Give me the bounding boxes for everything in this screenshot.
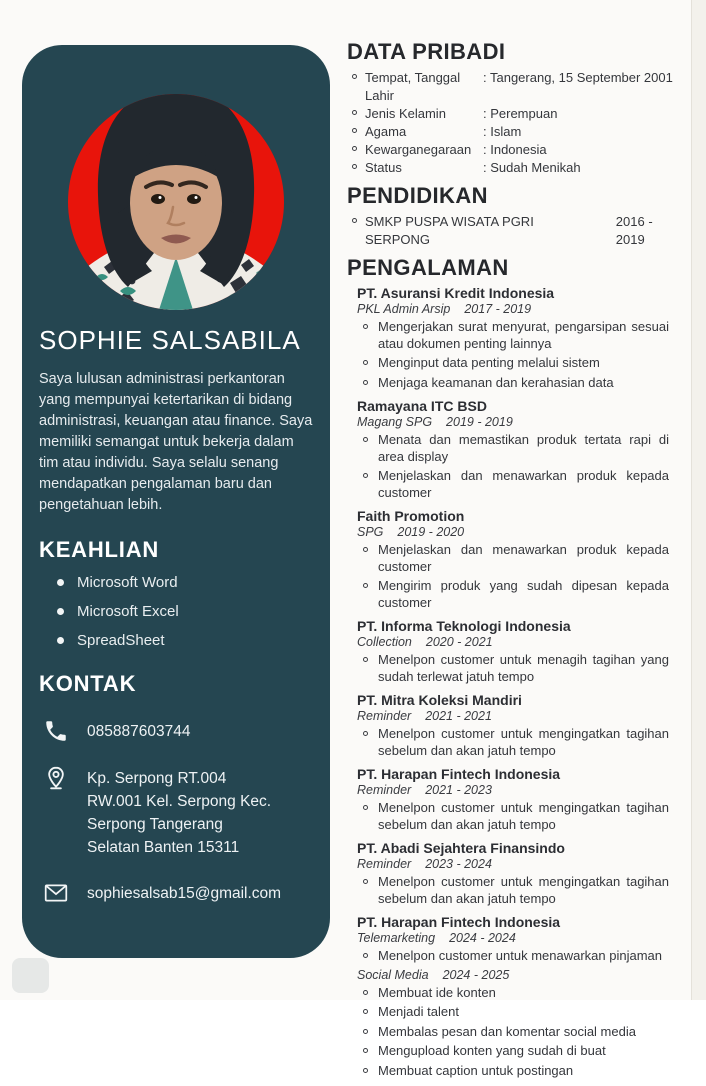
personal-row (351, 123, 685, 141)
job-entry (357, 618, 685, 685)
job-company: Ramayana ITC BSD (357, 398, 487, 414)
bullet-circle-icon (363, 380, 368, 385)
job-entry (357, 398, 685, 501)
job-years: 2020 - 2021 (425, 635, 493, 649)
job-role-line (357, 415, 685, 430)
job-company: PT. Abadi Sejahtera Finansindo (357, 840, 565, 856)
job-role-line (357, 525, 685, 540)
bullet-circle-icon (363, 1048, 368, 1053)
job-bullet-list (357, 948, 685, 965)
job-bullet-text: Menelpon customer untuk menagih tagihan yang sudah terlewat jatuh tempo (378, 652, 669, 684)
experience-heading: PENGALAMAN (347, 255, 509, 280)
bullet-circle-icon (363, 953, 368, 958)
personal-label: Jenis Kelamin (365, 106, 446, 121)
job-role-line (357, 931, 685, 946)
job-bullet-list (357, 874, 685, 907)
job-bullet (357, 355, 685, 372)
personal-rows (345, 69, 685, 177)
personal-label: Kewarganegaraan (365, 142, 472, 157)
email-envelope-icon (43, 880, 69, 906)
personal-value: : Islam (483, 124, 522, 139)
job-bullet-list (357, 542, 685, 611)
job-role-line (357, 857, 685, 872)
address-line: Serpong Tangerang (87, 816, 223, 833)
job-entry (357, 766, 685, 833)
address-row (39, 765, 313, 859)
bullet-circle-icon (363, 990, 368, 995)
education-items (345, 213, 685, 249)
education-school: SMKP PUSPA WISATA PGRI SERPONG (365, 214, 534, 247)
education-item (351, 213, 685, 249)
about-text: Saya lulusan administrasi perkantoran yang mempunyai ketertarikan di bidang administrasi, keuangan atau finance. Saya memiliki semangat untuk bekerja dalam tim atau individu. Saya selalu senang mendapatkan pengalaman baru dan pengetahuan lebih. (39, 371, 313, 513)
job-role-line (357, 709, 685, 724)
job-role: Collection (357, 635, 412, 649)
bullet-circle-icon (363, 547, 368, 552)
job-entry (357, 914, 685, 1079)
personal-label: Tempat, Tanggal Lahir (365, 70, 461, 103)
job-company: PT. Harapan Fintech Indonesia (357, 766, 561, 782)
bullet-circle-icon (363, 731, 368, 736)
bullet-circle-icon (352, 146, 357, 151)
bullet-circle-icon (363, 324, 368, 329)
job-role-line (357, 968, 685, 983)
personal-heading: DATA PRIBADI (347, 39, 506, 64)
sidebar (22, 45, 330, 958)
job-years: 2019 - 2020 (397, 525, 465, 539)
bullet-circle-icon (352, 74, 357, 79)
job-years: 2021 - 2023 (425, 783, 492, 797)
bullet-circle-icon (363, 657, 368, 662)
bullet-circle-icon (352, 128, 357, 133)
bullet-circle-icon (363, 583, 368, 588)
contact-heading: KONTAK (39, 671, 137, 696)
profile-photo (60, 75, 292, 313)
job-company: PT. Harapan Fintech Indonesia (357, 914, 561, 930)
job-bullet-list (357, 985, 685, 1080)
job-years: 2021 - 2021 (425, 709, 492, 723)
skills-heading: KEAHLIAN (39, 537, 160, 562)
job-bullet-text: Menjaga keamanan dan kerahasian data (378, 374, 614, 390)
job-years: 2019 - 2019 (446, 415, 513, 429)
job-bullet (357, 726, 685, 759)
job-role: Reminder (357, 709, 412, 723)
skill-item: SpreadSheet (39, 631, 313, 650)
job-bullet (357, 948, 685, 965)
bullet-circle-icon (363, 473, 368, 478)
job-bullet-text: Menjelaskan dan menawarkan produk kepada customer (378, 542, 669, 574)
job-bullet-list (357, 319, 685, 391)
job-bullet (357, 652, 685, 685)
skills-list (39, 573, 313, 650)
job-role: PKL Admin Arsip (357, 302, 451, 316)
address-line: Kp. Serpong RT.004 (87, 770, 227, 787)
personal-row (351, 69, 685, 105)
job-entry (357, 285, 685, 391)
job-bullet-text: Menelpon customer untuk menawarkan pinjaman (378, 948, 662, 963)
personal-value: : Sudah Menikah (483, 160, 581, 175)
job-bullet-list (357, 800, 685, 833)
job-bullet-text: Menelpon customer untuk mengingatkan tagihan sebelum dan akan jatuh tempo (378, 874, 669, 906)
email-row (39, 880, 313, 906)
phone-row (39, 718, 313, 744)
job-bullet-text: Mengirim produk yang sudah dipesan kepada customer (378, 578, 669, 610)
job-bullet (357, 468, 685, 501)
job-role: SPG (357, 525, 384, 539)
job-bullet (357, 985, 685, 1002)
personal-row (351, 141, 685, 159)
address-text (87, 765, 271, 859)
bullet-circle-icon (363, 1029, 368, 1034)
location-pin-icon (43, 765, 69, 791)
job-years: 2024 - 2024 (449, 931, 516, 945)
personal-value: : Perempuan (483, 106, 558, 121)
job-bullet (357, 874, 685, 907)
portrait-illustration (60, 75, 292, 313)
experience-jobs (345, 285, 685, 1079)
personal-row (351, 105, 685, 123)
job-bullet (357, 1024, 685, 1041)
job-bullet-text: Mengerjakan surat menyurat, pengarsipan sesuai atau dokumen penting lainnya (378, 319, 669, 351)
page-edge (691, 0, 706, 1000)
job-bullet-text: Menelpon customer untuk mengingatkan tagihan sebelum dan akan jatuh tempo (378, 800, 669, 832)
bullet-circle-icon (352, 164, 357, 169)
personal-value: : Indonesia (483, 142, 547, 157)
skill-item: Microsoft Word (39, 573, 313, 592)
email-address: sophiesalsab15@gmail.com (87, 885, 282, 902)
personal-row (351, 159, 685, 177)
job-bullet (357, 1043, 685, 1060)
education-heading: PENDIDIKAN (347, 183, 488, 208)
bullet-circle-icon (363, 1068, 368, 1073)
job-years: 2024 - 2025 (442, 967, 510, 982)
phone-number: 085887603744 (87, 723, 191, 740)
education-years: 2016 - 2019 (615, 214, 653, 247)
job-bullet-text: Mengupload konten yang sudah di buat (378, 1043, 606, 1058)
personal-value: : Tangerang, 15 September 2001 (483, 70, 673, 85)
job-bullet-text: Menelpon customer untuk mengingatkan tagihan sebelum dan akan jatuh tempo (378, 726, 669, 758)
job-bullet (357, 578, 685, 611)
job-bullet (357, 432, 685, 465)
job-bullet-list (357, 432, 685, 501)
job-role-line (357, 783, 685, 798)
education-section (345, 184, 685, 249)
skill-item: Microsoft Excel (39, 602, 313, 621)
experience-section (345, 256, 685, 1079)
job-bullet (357, 800, 685, 833)
job-bullet-text: Membuat ide konten (378, 984, 496, 1000)
bullet-circle-icon (363, 879, 368, 884)
address-line: RW.001 Kel. Serpong Kec. (87, 793, 272, 810)
person-name: SOPHIE SALSABILA (39, 325, 301, 355)
corner-watermark (12, 958, 49, 993)
job-bullet (357, 542, 685, 575)
job-role: Reminder (357, 857, 412, 871)
job-company: Faith Promotion (357, 508, 465, 524)
bullet-circle-icon (363, 805, 368, 810)
job-bullet-text: Menjelaskan dan menawarkan produk kepada customer (378, 468, 669, 500)
job-role: Social Media (357, 967, 429, 982)
personal-label: Status (365, 160, 402, 175)
personal-section (345, 40, 685, 177)
job-bullet (357, 1004, 685, 1021)
job-company: PT. Asuransi Kredit Indonesia (357, 285, 555, 301)
job-bullet-text: Membuat caption untuk postingan (378, 1062, 574, 1078)
job-role: Magang SPG (357, 415, 433, 429)
job-company: PT. Mitra Koleksi Mandiri (357, 692, 522, 708)
job-bullet-text: Menginput data penting melalui sistem (378, 355, 600, 370)
job-years: 2023 - 2024 (425, 857, 492, 871)
job-role: Telemarketing (357, 931, 436, 945)
job-bullet (357, 319, 685, 352)
job-entry (357, 692, 685, 759)
job-bullet-text: Menata dan memastikan produk tertata rapi di area display (378, 432, 669, 464)
job-entry (357, 508, 685, 611)
job-bullet-text: Membalas pesan dan komentar social media (378, 1023, 636, 1039)
main-column (345, 40, 685, 1086)
bullet-circle-icon (352, 110, 357, 115)
job-bullet-list (357, 652, 685, 685)
personal-label: Agama (365, 124, 407, 139)
job-role: Reminder (357, 783, 412, 797)
address-line: Selatan Banten 15311 (87, 839, 240, 856)
job-role-line (357, 302, 685, 317)
job-role-line (357, 635, 685, 650)
phone-icon (43, 718, 69, 744)
job-bullet-list (357, 726, 685, 759)
job-entry (357, 840, 685, 907)
bullet-circle-icon (352, 218, 357, 223)
bullet-circle-icon (363, 437, 368, 442)
job-bullet (357, 1063, 685, 1080)
job-bullet-text: Menjadi talent (378, 1004, 459, 1019)
job-company: PT. Informa Teknologi Indonesia (357, 618, 571, 634)
bullet-circle-icon (363, 360, 368, 365)
job-bullet (357, 375, 685, 392)
bullet-circle-icon (363, 1009, 368, 1014)
job-years: 2017 - 2019 (464, 302, 532, 316)
